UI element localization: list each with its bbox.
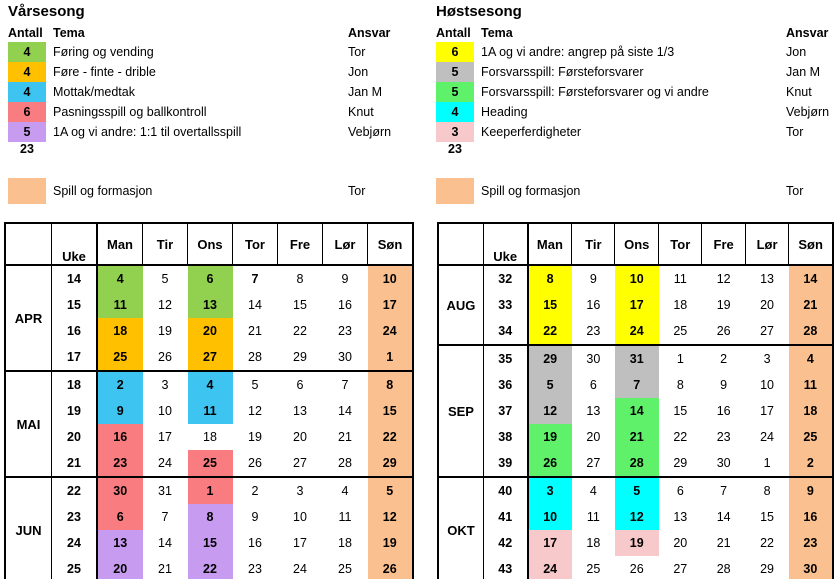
legend-tema[interactable]: Heading (481, 105, 528, 119)
day-cell[interactable]: 17 (760, 404, 774, 418)
day-cell[interactable]: 28 (615, 450, 659, 477)
day-cell[interactable]: 10 (368, 265, 414, 292)
legend-ansvar[interactable]: Knut (348, 105, 374, 119)
day-cell[interactable]: 27 (760, 324, 774, 338)
day-cell[interactable]: 9 (341, 272, 349, 286)
tema-column-header[interactable]: Tema (53, 26, 85, 40)
day-cell[interactable]: 19 (158, 324, 172, 338)
day-cell[interactable]: 6 (659, 477, 702, 504)
day-cell[interactable]: 25 (789, 424, 833, 450)
week-number-cell[interactable]: 18 (52, 371, 98, 398)
weekday-header[interactable]: Lør (745, 223, 788, 265)
legend-tema[interactable]: Forsvarsspill: Førsteforsvarer (481, 65, 644, 79)
uke-header[interactable]: Uke (483, 223, 527, 265)
week-number-cell[interactable]: 19 (52, 398, 98, 424)
day-cell[interactable]: 12 (248, 404, 262, 418)
week-number-cell[interactable]: 41 (483, 504, 527, 530)
day-cell[interactable]: 12 (615, 504, 659, 530)
antall-column-header[interactable]: Antall (436, 26, 471, 40)
weekday-header[interactable]: Ons (615, 223, 659, 265)
week-number-cell[interactable]: 43 (483, 556, 527, 579)
autumn-spill-row (436, 178, 834, 204)
day-cell[interactable]: 30 (716, 456, 731, 470)
day-cell[interactable]: 16 (248, 536, 262, 550)
legend-ansvar[interactable]: Jan M (786, 65, 821, 79)
day-cell[interactable]: 26 (368, 556, 414, 579)
day-cell[interactable]: 20 (188, 318, 233, 344)
day-cell[interactable]: 14 (158, 536, 172, 550)
month-label[interactable]: APR (5, 265, 52, 371)
legend-row (8, 42, 408, 62)
week-number-cell[interactable]: 42 (483, 530, 527, 556)
day-cell[interactable]: 28 (338, 456, 352, 470)
day-cell[interactable]: 9 (589, 272, 597, 286)
legend-row (436, 122, 834, 142)
day-cell[interactable]: 2 (97, 371, 143, 398)
week-number-cell[interactable]: 37 (483, 398, 527, 424)
legend-row (8, 82, 408, 102)
week-number-cell[interactable]: 34 (483, 318, 527, 345)
day-cell[interactable]: 13 (760, 272, 774, 286)
day-cell[interactable]: 30 (97, 477, 143, 504)
day-cell[interactable]: 7 (615, 372, 659, 398)
day-cell[interactable]: 19 (528, 424, 572, 450)
spring-legend-header (8, 24, 408, 42)
autumn-season-panel (436, 2, 834, 212)
day-cell[interactable]: 29 (528, 345, 572, 372)
day-cell[interactable]: 20 (293, 430, 307, 444)
week-number-cell[interactable]: 33 (483, 292, 527, 318)
day-cell[interactable]: 7 (323, 371, 368, 398)
day-cell[interactable]: 18 (673, 298, 688, 312)
calendar-corner-cell[interactable] (438, 223, 483, 265)
spill-tema[interactable]: Spill og formasjon (53, 184, 153, 198)
legend-ansvar[interactable]: Jan M (348, 85, 383, 99)
day-cell[interactable]: 23 (586, 324, 601, 338)
ansvar-column-header[interactable]: Ansvar (348, 26, 391, 40)
day-cell[interactable]: 23 (716, 430, 731, 444)
day-cell[interactable]: 8 (188, 504, 233, 530)
day-cell[interactable]: 4 (323, 477, 368, 504)
day-cell[interactable]: 21 (716, 536, 731, 550)
weekday-header[interactable]: Ons (188, 223, 233, 265)
day-cell[interactable]: 6 (188, 265, 233, 292)
day-cell[interactable]: 18 (203, 430, 217, 444)
day-cell[interactable]: 10 (615, 265, 659, 292)
legend-tema[interactable]: Keeperferdigheter (481, 125, 582, 139)
autumn-calendar (437, 222, 834, 579)
weekday-header[interactable]: Søn (368, 223, 414, 265)
weekday-header[interactable]: Tor (233, 223, 278, 265)
day-cell[interactable]: 15 (760, 510, 774, 524)
day-cell[interactable]: 1 (763, 456, 771, 470)
legend-count-swatch[interactable]: 5 (436, 62, 474, 82)
calendar-corner-cell[interactable] (5, 223, 52, 265)
day-cell[interactable]: 21 (158, 562, 172, 576)
day-cell[interactable]: 20 (586, 430, 601, 444)
day-cell[interactable]: 8 (676, 378, 684, 392)
day-cell[interactable]: 27 (673, 562, 688, 576)
day-cell[interactable]: 8 (745, 477, 788, 504)
legend-row (8, 102, 408, 122)
day-cell[interactable]: 11 (789, 372, 833, 398)
day-cell[interactable]: 29 (673, 456, 688, 470)
day-cell[interactable]: 19 (368, 530, 414, 556)
day-cell[interactable]: 23 (338, 324, 352, 338)
day-cell[interactable]: 6 (278, 371, 323, 398)
antall-column-header[interactable]: Antall (8, 26, 43, 40)
week-number-cell[interactable]: 20 (52, 424, 98, 450)
day-cell[interactable]: 23 (248, 562, 262, 576)
month-label[interactable]: MAI (5, 371, 52, 477)
day-cell[interactable]: 30 (338, 350, 352, 364)
weekday-header[interactable]: Tor (659, 223, 702, 265)
day-cell[interactable]: 27 (293, 456, 307, 470)
day-cell[interactable]: 1 (659, 345, 702, 372)
legend-tema[interactable]: Føre - finte - drible (53, 65, 156, 79)
legend-ansvar[interactable]: Jon (786, 45, 807, 59)
weekday-header[interactable]: Fre (702, 223, 745, 265)
day-cell[interactable]: 21 (248, 324, 262, 338)
spring-calendar-table (4, 222, 414, 579)
legend-count-swatch[interactable]: 4 (8, 82, 46, 102)
day-cell[interactable]: 3 (528, 477, 572, 504)
day-cell[interactable]: 2 (789, 450, 833, 477)
uke-header[interactable]: Uke (52, 223, 98, 265)
day-cell[interactable]: 15 (528, 292, 572, 318)
weekday-header[interactable]: Man (97, 223, 143, 265)
day-cell[interactable]: 18 (789, 398, 833, 424)
day-cell[interactable]: 11 (673, 272, 687, 286)
day-cell[interactable]: 1 (368, 344, 414, 371)
day-cell[interactable]: 13 (586, 404, 601, 418)
day-cell[interactable]: 16 (716, 404, 731, 418)
weekday-header[interactable]: Tir (572, 223, 615, 265)
day-cell[interactable]: 6 (589, 378, 597, 392)
day-cell[interactable]: 3 (745, 345, 788, 372)
spill-color-swatch[interactable] (8, 178, 46, 204)
week-number-cell[interactable]: 40 (483, 477, 527, 504)
day-cell[interactable]: 8 (368, 371, 414, 398)
legend-ansvar[interactable]: Vebjørn (786, 105, 830, 119)
day-cell[interactable]: 17 (615, 292, 659, 318)
day-cell[interactable]: 14 (338, 404, 352, 418)
legend-ansvar[interactable]: Tor (348, 45, 366, 59)
week-number-cell[interactable]: 21 (52, 450, 98, 477)
day-cell[interactable]: 14 (248, 298, 262, 312)
weekday-header[interactable]: Lør (323, 223, 368, 265)
day-cell[interactable]: 25 (97, 344, 143, 371)
day-cell[interactable]: 27 (188, 344, 233, 371)
day-cell[interactable]: 22 (368, 424, 414, 450)
day-cell[interactable]: 19 (248, 430, 262, 444)
week-number-cell[interactable]: 36 (483, 372, 527, 398)
day-cell[interactable]: 15 (368, 398, 414, 424)
day-cell[interactable]: 24 (368, 318, 414, 344)
spill-ansvar[interactable]: Tor (786, 184, 804, 198)
day-cell[interactable]: 21 (615, 424, 659, 450)
day-cell[interactable]: 13 (293, 404, 307, 418)
month-label[interactable]: AUG (438, 265, 483, 345)
day-cell[interactable]: 28 (789, 318, 833, 345)
week-number-cell[interactable]: 38 (483, 424, 527, 450)
day-cell[interactable]: 3 (143, 371, 188, 398)
month-label[interactable]: OKT (438, 477, 483, 579)
legend-row (436, 42, 834, 62)
day-cell[interactable]: 18 (338, 536, 352, 550)
day-cell[interactable]: 17 (293, 536, 307, 550)
week-number-cell[interactable]: 16 (52, 318, 98, 344)
day-cell[interactable]: 31 (143, 477, 188, 504)
day-cell[interactable]: 11 (188, 398, 233, 424)
day-cell[interactable]: 6 (97, 504, 143, 530)
week-number-cell[interactable]: 15 (52, 292, 98, 318)
ansvar-column-header[interactable]: Ansvar (786, 26, 829, 40)
day-cell[interactable]: 22 (528, 318, 572, 345)
day-cell[interactable]: 30 (572, 345, 615, 372)
day-cell[interactable]: 7 (251, 272, 259, 286)
weekday-header[interactable]: Tir (143, 223, 188, 265)
legend-count-swatch[interactable]: 4 (8, 42, 46, 62)
day-cell[interactable]: 5 (368, 477, 414, 504)
day-cell[interactable]: 4 (188, 371, 233, 398)
week-number-cell[interactable]: 35 (483, 345, 527, 372)
day-cell[interactable]: 11 (97, 292, 143, 318)
autumn-total-count[interactable]: 23 (448, 142, 462, 156)
day-cell[interactable]: 25 (338, 562, 352, 576)
day-cell[interactable]: 11 (586, 510, 600, 524)
legend-row (8, 122, 408, 142)
day-cell[interactable]: 22 (760, 536, 774, 550)
day-cell[interactable]: 24 (293, 562, 307, 576)
day-cell[interactable]: 27 (586, 456, 601, 470)
day-cell[interactable]: 31 (615, 345, 659, 372)
autumn-season-title: Høstsesong (436, 3, 522, 20)
day-cell[interactable]: 19 (615, 530, 659, 556)
day-cell[interactable]: 26 (716, 324, 731, 338)
autumn-calendar-table (437, 222, 834, 579)
day-cell[interactable]: 25 (188, 450, 233, 477)
weekday-header[interactable]: Fre (278, 223, 323, 265)
day-cell[interactable]: 7 (161, 510, 169, 524)
legend-count-swatch[interactable]: 4 (8, 62, 46, 82)
day-cell[interactable]: 11 (338, 510, 352, 524)
day-cell[interactable]: 20 (97, 556, 143, 579)
day-cell[interactable]: 25 (586, 562, 601, 576)
day-cell[interactable]: 29 (368, 450, 414, 477)
month-label[interactable]: JUN (5, 477, 52, 579)
day-cell[interactable]: 18 (97, 318, 143, 344)
day-cell[interactable]: 16 (586, 298, 601, 312)
day-cell[interactable]: 22 (673, 430, 688, 444)
legend-row (436, 102, 834, 122)
legend-count-swatch[interactable]: 4 (436, 102, 474, 122)
week-number-cell[interactable]: 25 (52, 556, 98, 579)
day-cell[interactable]: 15 (673, 404, 688, 418)
day-cell[interactable]: 29 (760, 562, 774, 576)
day-cell[interactable]: 12 (716, 272, 731, 286)
day-cell[interactable]: 24 (760, 430, 774, 444)
legend-row (8, 62, 408, 82)
day-cell[interactable]: 5 (233, 371, 278, 398)
weekday-header[interactable]: Søn (789, 223, 833, 265)
day-cell[interactable]: 19 (716, 298, 731, 312)
day-cell[interactable]: 26 (158, 350, 172, 364)
day-cell[interactable]: 7 (702, 477, 745, 504)
legend-count-swatch[interactable]: 6 (8, 102, 46, 122)
day-cell[interactable]: 9 (720, 378, 728, 392)
day-cell[interactable]: 28 (248, 350, 262, 364)
week-number-cell[interactable]: 32 (483, 265, 527, 292)
legend-ansvar[interactable]: Vebjørn (348, 125, 392, 139)
day-cell[interactable]: 14 (615, 398, 659, 424)
spill-tema[interactable]: Spill og formasjon (481, 184, 581, 198)
spring-legend-rows (8, 42, 408, 142)
day-cell[interactable]: 15 (188, 530, 233, 556)
day-cell[interactable]: 28 (716, 562, 731, 576)
day-cell[interactable]: 20 (673, 536, 688, 550)
day-cell[interactable]: 17 (158, 430, 172, 444)
legend-count-swatch[interactable]: 5 (436, 82, 474, 102)
day-cell[interactable]: 12 (528, 398, 572, 424)
legend-row (436, 62, 834, 82)
day-cell[interactable]: 12 (158, 298, 172, 312)
day-cell[interactable]: 5 (615, 477, 659, 504)
legend-tema[interactable]: Føring og vending (53, 45, 154, 59)
spring-calendar (4, 222, 414, 579)
spring-season-title: Vårsesong (8, 3, 85, 20)
day-cell[interactable]: 13 (97, 530, 143, 556)
day-cell[interactable]: 16 (97, 424, 143, 450)
legend-ansvar[interactable]: Jon (348, 65, 369, 79)
tema-column-header[interactable]: Tema (481, 26, 513, 40)
day-cell[interactable]: 1 (188, 477, 233, 504)
day-cell[interactable]: 14 (789, 265, 833, 292)
day-cell[interactable]: 18 (586, 536, 601, 550)
day-cell[interactable]: 14 (716, 510, 731, 524)
week-number-cell[interactable]: 14 (52, 265, 98, 292)
autumn-legend-rows (436, 42, 834, 142)
day-cell[interactable]: 10 (158, 404, 172, 418)
legend-tema[interactable]: Pasningsspill og ballkontroll (53, 105, 207, 119)
day-cell[interactable]: 2 (233, 477, 278, 504)
day-cell[interactable]: 17 (528, 530, 572, 556)
day-cell[interactable]: 13 (673, 510, 688, 524)
week-number-cell[interactable]: 22 (52, 477, 98, 504)
legend-count-swatch[interactable]: 3 (436, 122, 474, 142)
legend-row (436, 82, 834, 102)
day-cell[interactable]: 24 (528, 556, 572, 579)
day-cell[interactable]: 26 (248, 456, 262, 470)
week-number-cell[interactable]: 17 (52, 344, 98, 371)
day-cell[interactable]: 12 (368, 504, 414, 530)
day-cell[interactable]: 8 (528, 265, 572, 292)
day-cell[interactable]: 2 (702, 345, 745, 372)
day-cell[interactable]: 4 (572, 477, 615, 504)
legend-tema[interactable]: 1A og vi andre: 1:1 til overtallsspill (53, 125, 242, 139)
day-cell[interactable]: 16 (338, 298, 352, 312)
month-label[interactable]: SEP (438, 345, 483, 477)
day-cell[interactable]: 5 (528, 372, 572, 398)
week-number-cell[interactable]: 39 (483, 450, 527, 477)
day-cell[interactable]: 5 (161, 272, 169, 286)
legend-tema[interactable]: Mottak/medtak (53, 85, 135, 99)
spring-spill-row (8, 178, 408, 204)
day-cell[interactable]: 23 (97, 450, 143, 477)
day-cell[interactable]: 30 (789, 556, 833, 579)
day-cell[interactable]: 13 (188, 292, 233, 318)
legend-count-swatch[interactable]: 6 (436, 42, 474, 62)
legend-tema[interactable]: 1A og vi andre: angrep på siste 1/3 (481, 45, 675, 59)
day-cell[interactable]: 10 (528, 504, 572, 530)
day-cell[interactable]: 9 (97, 398, 143, 424)
legend-ansvar[interactable]: Knut (786, 85, 812, 99)
day-cell[interactable]: 26 (629, 562, 644, 576)
day-cell[interactable]: 21 (338, 430, 352, 444)
day-cell[interactable]: 22 (293, 324, 307, 338)
legend-count-swatch[interactable]: 5 (8, 122, 46, 142)
day-cell[interactable]: 25 (673, 324, 688, 338)
day-cell[interactable]: 26 (528, 450, 572, 477)
day-cell[interactable]: 23 (789, 530, 833, 556)
day-cell[interactable]: 24 (158, 456, 172, 470)
day-cell[interactable]: 20 (760, 298, 774, 312)
day-cell[interactable]: 16 (789, 504, 833, 530)
spring-total-count[interactable]: 23 (20, 142, 34, 156)
day-cell[interactable]: 24 (615, 318, 659, 345)
day-cell[interactable]: 9 (789, 477, 833, 504)
day-cell[interactable]: 3 (278, 477, 323, 504)
spring-season-panel (8, 2, 408, 212)
spill-ansvar[interactable]: Tor (348, 184, 366, 198)
legend-ansvar[interactable]: Tor (786, 125, 804, 139)
day-cell[interactable]: 21 (789, 292, 833, 318)
weekday-header[interactable]: Man (528, 223, 572, 265)
day-cell[interactable]: 15 (293, 298, 307, 312)
day-cell[interactable]: 9 (251, 510, 259, 524)
day-cell[interactable]: 22 (188, 556, 233, 579)
day-cell[interactable]: 10 (293, 510, 307, 524)
autumn-legend-header (436, 24, 834, 42)
day-cell[interactable]: 17 (368, 292, 414, 318)
day-cell[interactable]: 8 (296, 272, 304, 286)
week-number-cell[interactable]: 23 (52, 504, 98, 530)
legend-tema[interactable]: Forsvarsspill: Førsteforsvarer og vi andre (481, 85, 709, 99)
day-cell[interactable]: 10 (760, 378, 774, 392)
day-cell[interactable]: 4 (97, 265, 143, 292)
day-cell[interactable]: 4 (789, 345, 833, 372)
week-number-cell[interactable]: 24 (52, 530, 98, 556)
spill-color-swatch[interactable] (436, 178, 474, 204)
day-cell[interactable]: 29 (293, 350, 307, 364)
